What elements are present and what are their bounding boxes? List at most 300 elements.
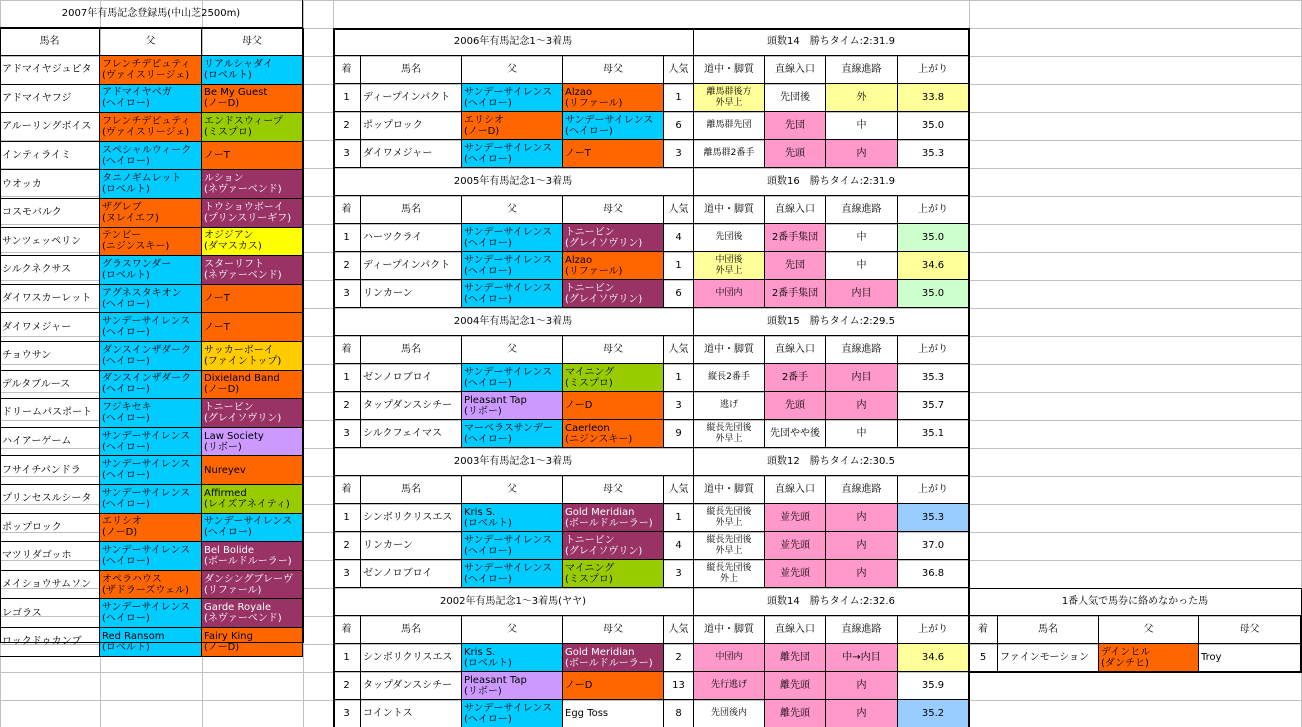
popularity-text: 1 (675, 260, 682, 271)
result-header-text: 道中・脚質 (704, 344, 754, 355)
result-header-text: 直線進路 (841, 64, 882, 75)
left-title-text: 2007年有馬記念登録馬(中山芝2500m) (61, 8, 241, 19)
result-header-text: 着 (341, 484, 352, 495)
horse-name-text: ポップロック (363, 120, 423, 131)
sire-line: スペシャルウィーク (102, 144, 192, 156)
last-3f-text: 35.9 (921, 680, 945, 691)
horse-name-text: インティライミ (2, 150, 71, 162)
result-header-text: 着 (341, 64, 352, 75)
running-style-text: 縦長2番手 (708, 372, 750, 382)
damsire-line: Gold Meridian (565, 506, 635, 518)
popularity-text: 3 (675, 400, 682, 411)
damsire-line: (ネヴァーベンド) (204, 269, 282, 281)
damsire-text: ノーT (204, 150, 230, 162)
sire-line: (ヘイロー) (102, 355, 150, 367)
sire-line: (ヘイロー) (102, 384, 150, 396)
damsire-line: (ミスプロ) (204, 126, 252, 138)
sire-line: (ヘイロー) (102, 327, 150, 339)
result-header-text: 上がり (918, 344, 948, 355)
sire-line: サンデーサイレンス (102, 316, 191, 328)
sire-line: フレンチデピュティ (102, 58, 191, 70)
year-title-text: 2004年有馬記念1～3着馬 (453, 316, 573, 327)
rank-text: 1 (343, 512, 350, 523)
rank-text: 2 (343, 120, 350, 131)
horse-name-text: ディープインパクト (363, 92, 451, 103)
damsire-line: トニービン (204, 401, 254, 413)
rank-text: 2 (343, 540, 350, 551)
damsire-line: ダンシングブレーヴ (204, 573, 293, 585)
sire-line: (ヘイロー) (464, 573, 512, 585)
rank-text: 2 (343, 680, 350, 691)
last-3f-text: 35.2 (921, 708, 945, 719)
sire-line: グラスワンダー (102, 258, 172, 270)
straight-course-text: 中 (856, 120, 867, 131)
result-header-text: 直線進路 (841, 624, 882, 635)
sire-line: サンデーサイレンス (464, 254, 553, 266)
side-title-text: 1番人気で馬券に絡めなかった馬 (1061, 596, 1209, 607)
year-info-text: 頭数14 勝ちタイム:2:32.6 (767, 596, 895, 607)
damsire-line: Gold Meridian (565, 646, 635, 658)
popularity-text: 2 (675, 652, 682, 663)
damsire-line: Dixieland Band (204, 373, 280, 385)
result-header-text: 直線入口 (775, 204, 815, 215)
damsire-line: サンデーサイレンス (565, 114, 654, 126)
sire-line: (ヘイロー) (102, 441, 150, 453)
running-style-line: 外早上 (715, 545, 743, 556)
result-header-text: 母父 (603, 64, 623, 75)
sire-line: (ヘイロー) (464, 545, 512, 557)
damsire-text: ノーD (565, 400, 593, 411)
sire-line: サンデーサイレンス (464, 366, 553, 378)
sire-line: デインヒル (1101, 646, 1151, 658)
rank-text: 3 (343, 148, 350, 159)
damsire-line: (ミスプロ) (565, 573, 613, 585)
sire-line: (ヘイロー) (102, 613, 150, 625)
popularity-text: 8 (675, 708, 682, 719)
sire-line: (ロベルト) (102, 641, 150, 653)
popularity-text: 3 (675, 148, 682, 159)
straight-entry-text: 先頭 (785, 148, 805, 159)
running-style-line: 外早上 (715, 517, 743, 528)
year-info-text: 頭数12 勝ちタイム:2:30.5 (767, 456, 895, 467)
straight-entry-text: 先団後 (780, 92, 810, 103)
result-header-text: 上がり (918, 624, 948, 635)
damsire-text: ノーT (565, 148, 591, 159)
result-header-text: 人気 (668, 484, 689, 495)
sire-line: (ダンチヒ) (1101, 657, 1149, 669)
horse-name-text: サンツェッペリン (2, 235, 82, 247)
straight-course-text: 内目 (851, 372, 872, 383)
sire-line: (ロベルト) (102, 184, 150, 196)
straight-entry-text: 2番手集団 (771, 232, 819, 243)
straight-entry-text: 先団やや後 (770, 428, 820, 439)
sire-line: (ロベルト) (102, 269, 150, 281)
running-style-text: 先行逃げ (710, 680, 747, 690)
result-header-text: 父 (507, 64, 517, 75)
result-header-text: 母父 (603, 344, 623, 355)
damsire-line: リアルシャダイ (204, 58, 273, 70)
running-style-text: 中団内 (715, 652, 743, 662)
result-header-text: 直線入口 (775, 344, 815, 355)
damsire-line: オジジアン (204, 230, 254, 242)
running-style-line: 中団後 (715, 254, 743, 265)
sire-line: (ロベルト) (464, 657, 512, 669)
straight-entry-text: 2番手集団 (771, 288, 819, 299)
year-title-text: 2003年有馬記念1～3着馬 (453, 456, 573, 467)
side-header-text: 父 (1143, 624, 1154, 635)
popularity-text: 3 (675, 568, 682, 579)
straight-course-text: 中 (856, 428, 867, 439)
sire-line: Pleasant Tap (464, 394, 527, 406)
sire-line: サンデーサイレンス (464, 142, 553, 154)
horse-name-text: ロックドゥカンブ (2, 636, 82, 648)
sire-line: サンデーサイレンス (102, 487, 191, 499)
horse-name-text: ダイワスカーレット (2, 293, 92, 305)
horse-name-text: タップダンスシチー (363, 400, 453, 411)
last-3f-text: 35.0 (921, 232, 945, 243)
sire-line: (ヘイロー) (102, 555, 150, 567)
result-header-text: 人気 (668, 344, 689, 355)
last-3f-text: 36.8 (921, 568, 945, 579)
straight-entry-text: 並先頭 (780, 512, 810, 523)
straight-course-text: 内 (856, 400, 867, 411)
horse-name-text: ハーツクライ (363, 232, 423, 243)
sire-line: (ヘイロー) (102, 155, 150, 167)
damsire-line: Fairy King (204, 630, 253, 642)
rank-text: 3 (343, 708, 350, 719)
year-info-text: 頭数14 勝ちタイム:2:31.9 (767, 36, 895, 47)
popularity-text: 1 (675, 372, 682, 383)
sire-line: (ヘイロー) (464, 293, 512, 305)
damsire-text: ノーT (204, 321, 230, 333)
sire-line: マーベラスサンデー (464, 422, 553, 434)
horse-name-text: ドリームパスポート (2, 407, 92, 419)
damsire-line: サンデーサイレンス (204, 516, 293, 528)
damsire-line: (グレイソヴリン) (204, 412, 282, 424)
sire-line: エリシオ (464, 114, 504, 126)
straight-course-text: 内 (856, 708, 867, 719)
sire-line: フジキセキ (102, 401, 152, 413)
results-table-border (333, 28, 970, 727)
damsire-line: (レイズアネイティ) (204, 498, 290, 510)
result-header-text: 直線進路 (841, 204, 882, 215)
running-style-line: 外早上 (715, 433, 743, 444)
straight-course-text: 外 (856, 92, 867, 103)
rank-text: 1 (343, 232, 350, 243)
last-3f-text: 35.7 (921, 400, 945, 411)
result-header-text: 馬名 (401, 204, 421, 215)
popularity-text: 1 (675, 512, 682, 523)
rank-text: 3 (343, 288, 350, 299)
horse-name-text: リンカーン (363, 288, 413, 299)
result-header-text: 人気 (668, 204, 689, 215)
horse-name-text: メイショウサムソン (2, 579, 92, 591)
running-style-text: 逃げ (719, 400, 738, 410)
sire-line: サンデーサイレンス (464, 534, 553, 546)
damsire-text: ノーD (565, 680, 593, 691)
damsire-line: Alzao (565, 254, 593, 266)
result-header-text: 着 (341, 624, 352, 635)
sire-line: Kris S. (464, 506, 496, 518)
result-header-text: 母父 (603, 624, 623, 635)
straight-entry-text: 先団 (785, 120, 805, 131)
sire-line: (ヘイロー) (464, 265, 512, 277)
left-table-border (0, 28, 304, 643)
damsire-line: (ノーD) (204, 98, 240, 110)
damsire-text: Nureyev (204, 464, 246, 476)
result-header-text: 道中・脚質 (704, 484, 754, 495)
straight-course-text: 内 (856, 512, 867, 523)
damsire-line: (ネヴァーベンド) (204, 184, 282, 196)
running-style-line: 外早上 (715, 265, 743, 276)
damsire-line: (グレイソヴリン) (565, 545, 643, 557)
result-header-text: 上がり (918, 484, 948, 495)
year-info-text: 頭数15 勝ちタイム:2:29.5 (767, 316, 895, 327)
rank-text: 1 (343, 652, 350, 663)
horse-name-text: チョウサン (2, 350, 52, 362)
damsire-line: Law Society (204, 430, 264, 442)
result-header-text: 馬名 (401, 624, 421, 635)
straight-entry-text: 並先頭 (780, 568, 810, 579)
damsire-line: トウショウボーイ (204, 201, 284, 213)
running-style-text: 先団後内 (710, 708, 747, 718)
sire-line: (ヘイロー) (102, 470, 150, 482)
damsire-line: (ネヴァーベンド) (204, 613, 282, 625)
horse-name-text: ファインモーション (1000, 652, 1089, 663)
horse-name-text: ゼンノロブロイ (363, 568, 433, 579)
rank-text: 1 (343, 372, 350, 383)
damsire-line: (ファイントップ) (204, 355, 282, 367)
damsire-line: (リボー) (204, 441, 242, 453)
sire-line: Red Ransom (102, 630, 165, 642)
horse-name-text: レゴラス (2, 607, 42, 619)
rank-text: 1 (343, 92, 350, 103)
straight-course-text: 内 (856, 568, 867, 579)
horse-name-text: シンボリクリスエス (363, 652, 453, 663)
damsire-text: Egg Toss (565, 708, 609, 719)
damsire-line: トニービン (565, 282, 615, 294)
straight-entry-text: 離先団 (780, 652, 810, 663)
sire-line: (ヘイロー) (102, 412, 150, 424)
sire-line: フレンチデピュティ (102, 115, 191, 127)
running-style-line: 離馬群後方 (706, 86, 752, 97)
damsire-text: Troy (1201, 652, 1222, 663)
last-3f-text: 35.1 (921, 428, 945, 439)
horse-name-text: ダイワメジャー (2, 321, 72, 333)
last-3f-text: 33.8 (921, 92, 945, 103)
sire-line: サンデーサイレンス (464, 282, 553, 294)
sire-line: ザグレブ (102, 201, 142, 213)
sire-line: テンビー (102, 230, 142, 242)
running-style-text: 先団後 (715, 232, 743, 242)
straight-course-text: 中 (856, 232, 867, 243)
damsire-line: ルション (204, 173, 244, 185)
result-header-text: 道中・脚質 (704, 64, 754, 75)
horse-name-text: ウオッカ (2, 178, 42, 190)
left-header-text: 父 (145, 36, 156, 47)
sire-line: サンデーサイレンス (102, 602, 191, 614)
popularity-text: 1 (675, 92, 682, 103)
damsire-line: エンドスウィープ (204, 115, 283, 127)
last-3f-text: 35.3 (921, 512, 945, 523)
straight-entry-text: 先頭 (785, 400, 805, 411)
damsire-line: Be My Guest (204, 87, 268, 99)
result-header-text: 父 (507, 484, 517, 495)
result-header-text: 直線進路 (841, 344, 882, 355)
damsire-line: マイニング (565, 562, 615, 574)
popularity-text: 13 (672, 680, 685, 691)
damsire-line: (リファール) (204, 584, 262, 596)
result-header-text: 着 (341, 204, 352, 215)
straight-course-text: 内 (856, 148, 867, 159)
sire-line: (ヘイロー) (464, 433, 512, 445)
left-header-text: 馬名 (39, 36, 60, 47)
straight-entry-text: 先団 (785, 260, 805, 271)
rank-text: 2 (343, 400, 350, 411)
horse-name-text: タップダンスシチー (363, 680, 453, 691)
rank-text: 2 (343, 260, 350, 271)
rank-text: 3 (343, 428, 350, 439)
sire-line: (リボー) (464, 405, 502, 417)
horse-name-text: アルーリングボイス (2, 121, 92, 133)
last-3f-text: 34.6 (921, 652, 945, 663)
horse-name-text: ハイアーゲーム (2, 436, 72, 448)
damsire-line: トニービン (565, 226, 615, 238)
straight-course-text: 中 (856, 260, 867, 271)
result-header-text: 人気 (668, 64, 689, 75)
damsire-line: (グレイソヴリン) (565, 293, 643, 305)
last-3f-text: 35.3 (921, 372, 945, 383)
running-style-line: 縦長先団後 (706, 562, 752, 573)
sire-line: (ヴァイスリージェ) (102, 126, 190, 138)
straight-entry-text: 離先頭 (780, 708, 810, 719)
horse-name-text: デルタブルース (2, 378, 71, 390)
sire-line: サンデーサイレンス (102, 544, 191, 556)
damsire-line: (ヘイロー) (565, 125, 613, 137)
sire-line: (ザドラーズウェル) (102, 584, 189, 596)
sire-line: アドマイヤベガ (102, 87, 172, 99)
running-style-line: 縦長先団後 (706, 534, 752, 545)
horse-name-text: ポップロック (2, 521, 62, 533)
running-style-text: 中団内 (715, 288, 743, 298)
sire-line: ダンスインザダーク (102, 344, 192, 356)
side-header-text: 馬名 (1038, 624, 1058, 635)
sire-line: (ヴァイスリージェ) (102, 69, 190, 81)
damsire-line: Affirmed (204, 487, 247, 499)
sire-line: Pleasant Tap (464, 674, 527, 686)
sire-line: オペラハウス (102, 573, 162, 585)
damsire-line: (ボールドルーラー) (565, 657, 653, 669)
sire-line: サンデーサイレンス (464, 226, 553, 238)
horse-name-text: プリンセスルシータ (2, 493, 92, 505)
sire-line: (ノーD) (464, 125, 500, 137)
straight-course-text: 内目 (851, 288, 872, 299)
result-header-text: 馬名 (401, 64, 421, 75)
horse-name-text: アドマイヤフジ (2, 92, 72, 104)
side-header-text: 着 (978, 624, 988, 635)
running-style-line: 外早上 (715, 97, 743, 108)
result-header-text: 直線入口 (775, 64, 815, 75)
sire-line: サンデーサイレンス (464, 562, 553, 574)
horse-name-text: シンボリクリスエス (363, 512, 453, 523)
popularity-text: 6 (675, 120, 682, 131)
damsire-line: Garde Royale (204, 602, 272, 614)
sire-line: (リボー) (464, 685, 502, 697)
left-title[interactable] (0, 0, 303, 28)
damsire-line: Caerleon (565, 422, 610, 434)
sire-line: サンデーサイレンス (102, 430, 191, 442)
result-header-text: 馬名 (401, 344, 421, 355)
sire-line: アグネスタキオン (102, 287, 182, 299)
damsire-line: (ダマスカス) (204, 241, 262, 253)
damsire-line: (グレイソヴリン) (565, 237, 643, 249)
running-style-text: 離馬群先団 (706, 120, 752, 130)
running-style-line: 外上 (719, 573, 738, 584)
result-header-text: 人気 (668, 624, 689, 635)
straight-course-text: 中→内目 (842, 652, 881, 663)
rank-text: 3 (343, 568, 350, 579)
sire-line: (ヘイロー) (102, 98, 150, 110)
horse-name-text: コイントス (363, 708, 413, 719)
damsire-line: (ロベルト) (204, 69, 252, 81)
sire-line: タニノギムレット (102, 173, 182, 185)
horse-name-text: マツリダゴッホ (2, 550, 72, 562)
straight-entry-text: 離先頭 (780, 680, 810, 691)
sire-line: (ロベルト) (464, 517, 512, 529)
result-header-text: 父 (507, 204, 517, 215)
damsire-line: (ノーD) (204, 384, 240, 396)
result-header-text: 父 (507, 344, 517, 355)
result-header-text: 馬名 (401, 484, 421, 495)
horse-name-text: フサイチパンドラ (2, 464, 81, 476)
damsire-line: (プリンスリーギフ) (204, 212, 292, 224)
damsire-line: (リファール) (565, 265, 623, 277)
sire-line: (ヘイロー) (464, 377, 512, 389)
sire-line: ダンスインザダーク (102, 373, 192, 385)
horse-name-text: シルクフェイマス (363, 428, 443, 439)
damsire-line: (ボールドルーラー) (204, 555, 292, 567)
sire-line: Kris S. (464, 646, 496, 658)
result-header-text: 直線入口 (775, 484, 815, 495)
sire-line: (ニジンスキー) (102, 241, 170, 253)
result-header-text: 上がり (918, 64, 948, 75)
sire-line: (ヘイロー) (464, 153, 512, 165)
horse-name-text: ゼンノロブロイ (363, 372, 433, 383)
result-header-text: 母父 (603, 484, 623, 495)
last-3f-text: 35.0 (921, 288, 945, 299)
popularity-text: 4 (675, 540, 682, 551)
damsire-line: スターリフト (204, 258, 264, 270)
sire-line: サンデーサイレンス (464, 86, 553, 98)
horse-name-text: ダイワメジャー (363, 148, 433, 159)
sire-line: (ヘイロー) (464, 713, 512, 725)
damsire-line: サッカーボーイ (204, 344, 274, 356)
damsire-line: (ミスプロ) (565, 377, 613, 389)
straight-entry-text: 並先頭 (780, 540, 810, 551)
damsire-line: トニービン (565, 534, 615, 546)
running-style-line: 縦長先団後 (706, 422, 752, 433)
sire-line: サンデーサイレンス (102, 459, 191, 471)
left-header-text: 母父 (242, 36, 262, 47)
result-header-text: 母父 (603, 204, 623, 215)
damsire-line: Bel Bolide (204, 544, 255, 556)
result-header-text: 道中・脚質 (704, 204, 754, 215)
straight-entry-text: 2番手 (781, 372, 809, 383)
result-header-text: 直線進路 (841, 484, 882, 495)
last-3f-text: 35.0 (921, 120, 945, 131)
sire-line: (ヘイロー) (102, 498, 150, 510)
sire-line: (ヘイロー) (464, 237, 512, 249)
